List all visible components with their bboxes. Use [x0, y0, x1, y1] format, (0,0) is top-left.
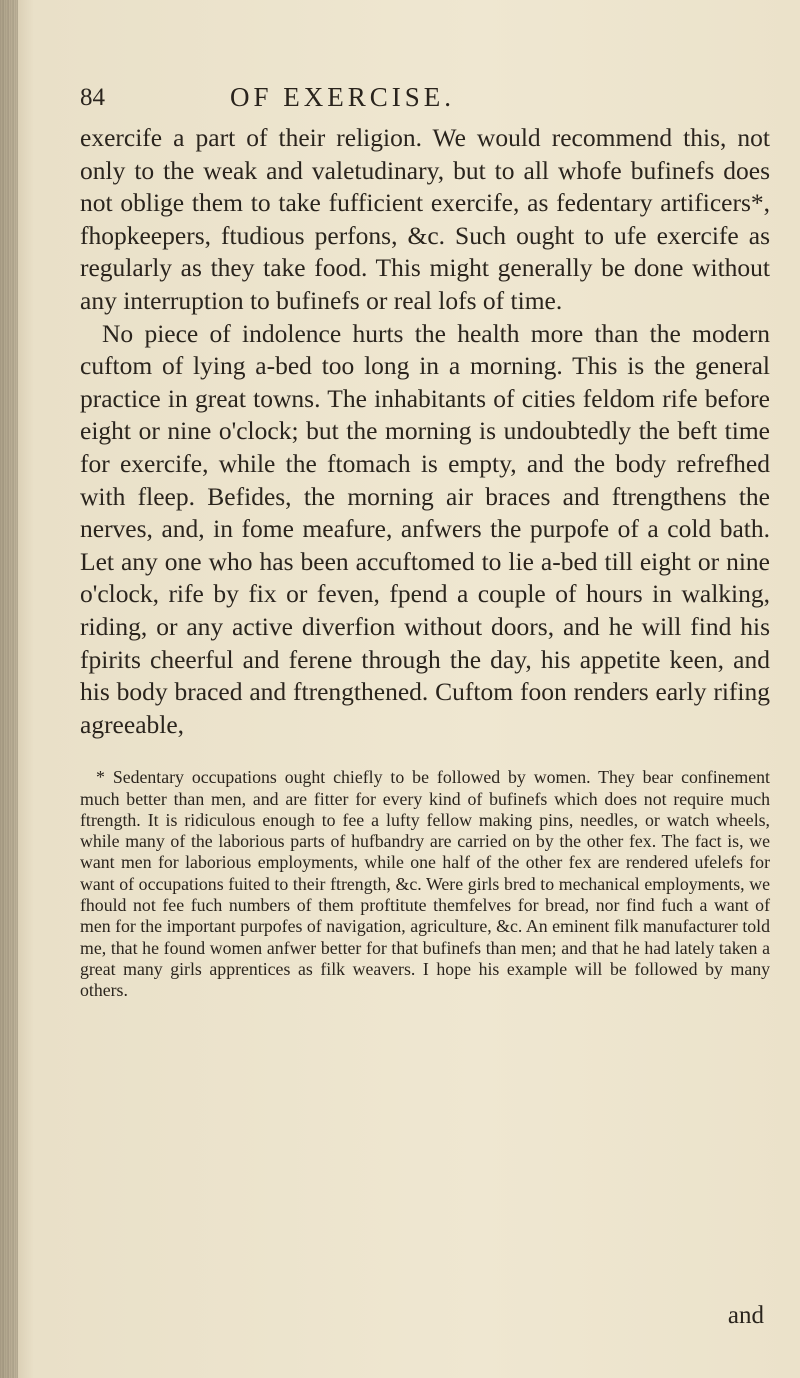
footnote: * Sedentary occupations ought chiefly to be followed by women. They bear confinement much better than men, and are fitter for every kind of bufinefs which does not require much ftrength. It is ridiculous enough to fee a lufty fellow making pins, needles, or watch wheels, while many of the laborious parts of hufbandry are carried on by the other fex. The fact is, we want men for laborious employments, while one half of the other fex are rendered ufelefs for want of occupations fuited to their ftrength, &c. Were girls bred to mechanical employments, we fhould not fee fuch numbers of them proftitute themfelves for bread, nor find fuch a want of men for the important purpofes of navigation, agriculture, &c. An eminent filk manufacturer told me, that he found women anfwer better for that bufinefs than men; and that he had lately taken a great many girls apprentices as filk weavers. I hope his example will be followed by many others. [80, 767, 770, 1001]
catchword: and [727, 1302, 764, 1329]
book-binding-edge [0, 0, 18, 1378]
running-title: OF EXERCISE. [230, 82, 456, 112]
book-page [80, 78, 770, 1368]
page-number: 84 [80, 84, 105, 111]
paragraph-1: exercife a part of their religion. We would recommend this, not only to the weak and valetudinary, but to all whofe bufinefs does not oblige them to take fufficient exercife, as fedentary artificers*, fhopkeepers, ftudious perfons, &c. Such ought to ufe exercife as regularly as they take food. This might generally be done without any interruption to bufinefs or real lofs of time. [80, 123, 770, 315]
running-head [80, 78, 770, 122]
paragraph-2: No piece of indolence hurts the health more than the modern cuftom of lying a-bed too long in a morning. This is the general practice in great towns. The inhabitants of cities feldom rife before eight or nine o'clock; but the morning is undoubtedly the beft time for exercife, while the ftomach is empty, and the body refrefhed with fleep. Befides, the morning air braces and ftrengthens the nerves, and, in fome meafure, anfwers the purpofe of a cold bath. Let any one who has been accuftomed to lie a-bed till eight or nine o'clock, rife by fix or feven, fpend a couple of hours in walking, riding, or any active diverfion without doors, and he will find his fpirits cheerful and ferene through the day, his appetite keen, and his body braced and ftrengthened. Cuftom foon renders early rifing agreeable, [80, 318, 770, 739]
